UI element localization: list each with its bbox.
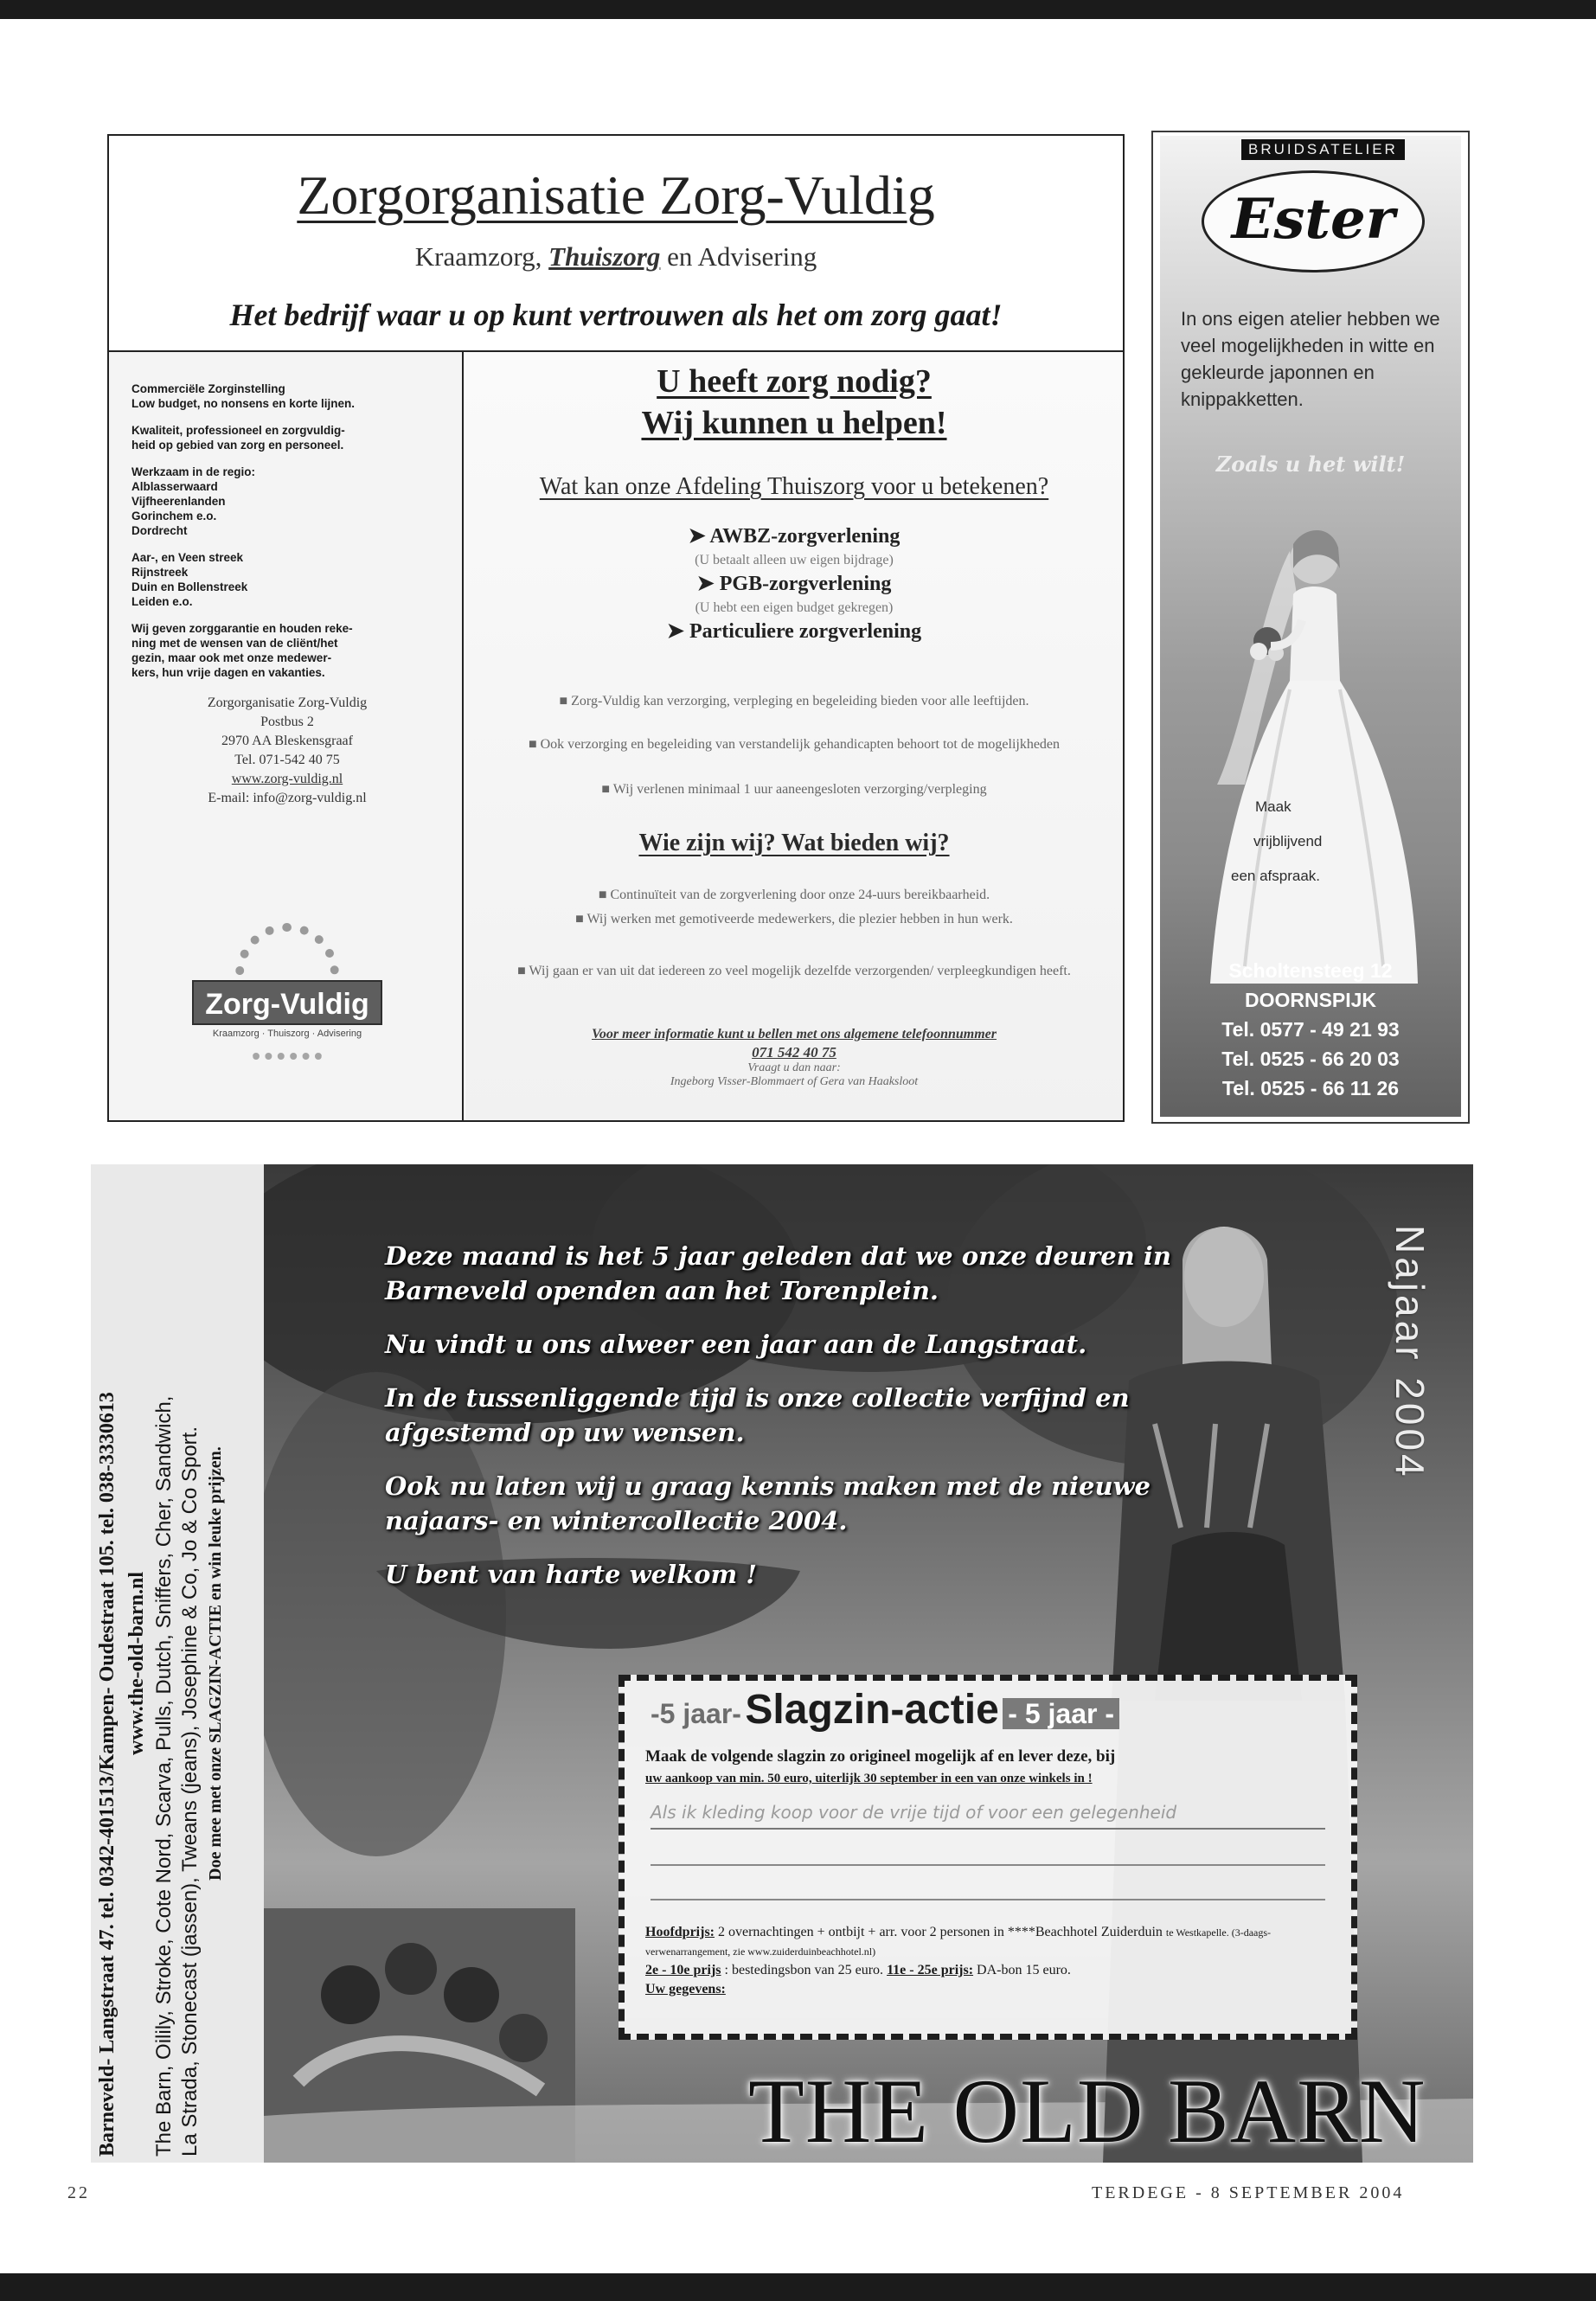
old-barn-brands-1: The Barn, Oilily, Stroke, Cote Nord, Scarva, Pulls, Dutch, Sniffers, Cher, Sandwich, xyxy=(152,1395,176,2157)
zorg-bullet: ■ Wij gaan er van uit dat iedereen zo veel mogelijk dezelfde verzorgenden/ verpleegkundigen heeft. xyxy=(517,964,1071,978)
zorg-services xyxy=(465,523,1123,645)
zorg-address-city: 2970 AA Bleskensgraaf xyxy=(221,734,353,748)
old-barn-ad xyxy=(91,1164,1473,2163)
magazine-footer: TERDEGE - 8 SEPTEMBER 2004 xyxy=(1092,2183,1405,2202)
slogan-input[interactable]: Als ik kleding koop voor de vrije tijd of voor een gelegenheid xyxy=(651,1802,1325,1830)
zorg-info-names: Ingeborg Visser-Blommaert of Gera van Haaksloot xyxy=(670,1075,919,1088)
old-barn-sidebar-text xyxy=(93,1170,262,2157)
old-barn-story-para: In de tussenliggende tijd is onze collectie verfijnd en afgestemd op uw wensen. xyxy=(385,1383,1130,1447)
page-number: 22 xyxy=(67,2183,90,2202)
ester-intro: In ons eigen atelier hebben we veel mogelijkheden in witte en gekleurde japonnen en knippakketten. xyxy=(1181,308,1440,410)
zorg-address-name: Zorgorganisatie Zorg-Vuldig xyxy=(207,695,368,710)
prize-main xyxy=(645,1923,1346,1961)
zorg-subtitle-pre: Kraamzorg, xyxy=(414,241,549,272)
zorg-headline xyxy=(465,361,1123,444)
zorg-website-link[interactable]: www.zorg-vuldig.nl xyxy=(231,772,343,786)
zorg-ad-header xyxy=(109,136,1123,352)
zorg-logo-tagline: Kraamzorg · Thuiszorg · Advisering xyxy=(212,1029,362,1039)
zorg-service-name: AWBZ-zorgverlening xyxy=(709,525,901,548)
coupon-intro-2: uw aankoop van min. 50 euro, uiterlijk 30 september in een van onze winkels in ! xyxy=(645,1772,1093,1785)
zorg-service-note: (U hebt een eigen budget gekregen) xyxy=(695,600,894,615)
ester-logo: Ester xyxy=(1202,170,1425,272)
zorg-slogan: Het bedrijf waar u op kunt vertrouwen als het om zorg gaat! xyxy=(229,298,1003,332)
zorg-info-ask: Vraagt u dan naar: xyxy=(747,1061,841,1074)
zorg-headline-1: U heeft zorg nodig? xyxy=(657,363,932,400)
ester-maak xyxy=(1231,790,1428,894)
prize-main-note: te Westkapelle. (3-daags-verwenarrangement, zie www.zuiderduinbeachhotel.nl) xyxy=(645,1926,1272,1958)
zorg-email[interactable]: E-mail: info@zorg-vuldig.nl xyxy=(208,791,367,805)
coupon-gegevens-label: Uw gegevens: xyxy=(645,1982,726,1997)
ester-tel: Tel. 0525 - 66 20 03 xyxy=(1221,1048,1400,1070)
zorg-vuldig-ad xyxy=(107,134,1125,1122)
zorg-bullet: ■ Ook verzorging en begeleiding van verstandelijk gehandicapten behoort tot de mogelijkheden xyxy=(528,737,1061,752)
old-barn-contest-note: Doe mee met onze SLAGZIN-ACTIE en win leuke prijzen. xyxy=(206,1446,225,1881)
ester-street: Scholtensteeg 12 xyxy=(1228,959,1393,982)
zorg-vuldig-logo xyxy=(192,923,382,1096)
zorg-info-line: Voor meer informatie kunt u bellen met ons algemene telefoonnummer xyxy=(591,1027,997,1042)
prize-2-text: : bestedingsbon van 25 euro. xyxy=(724,1963,884,1977)
zorg-bullet-text: Wij werken met gemotiveerde medewerkers, die plezier hebben in hun werk. xyxy=(586,912,1013,926)
coupon-intro-1: Maak de volgende slagzin zo origineel mogelijk af en lever deze, bij xyxy=(645,1747,1116,1766)
zorg-service-note: (U betaalt alleen uw eigen bijdrage) xyxy=(695,553,894,567)
zorg-left-paragraph: Kwaliteit, professioneel en zorgvuldig- heid op gebied van zorg en personeel. xyxy=(131,424,345,452)
zorg-bullet: ■ Wij verlenen minimaal 1 uur aaneengesloten verzorging/verpleging xyxy=(601,782,987,797)
zorg-left-paragraph: Aar-, en Veen streek Rijnstreek Duin en Bollenstreek Leiden e.o. xyxy=(131,551,248,608)
zorg-address xyxy=(131,694,443,808)
zorg-address-street: Postbus 2 xyxy=(260,715,314,729)
zorg-left-column xyxy=(109,352,464,1120)
zorg-subtitle-post: en Advisering xyxy=(660,241,817,272)
prize-main-label: Hoofdprijs: xyxy=(645,1925,715,1939)
zorg-question xyxy=(465,473,1123,501)
zorg-right-column xyxy=(465,352,1123,1120)
old-barn-logo: THE OLD BARN xyxy=(748,2061,1426,2162)
ester-ad xyxy=(1151,131,1470,1124)
old-barn-story-para: Nu vindt u ons alweer een jaar aan de Langstraat. xyxy=(385,1330,1087,1359)
slagzin-actie-coupon xyxy=(619,1675,1357,2040)
zorg-left-paragraph: Werkzaam in de regio: Alblasserwaard Vijfheerenlanden Gorinchem e.o. Dordrecht xyxy=(131,465,256,537)
zorg-subtitle-em: Thuiszorg xyxy=(548,241,661,272)
prize-main-text: 2 overnachtingen + ontbijt + arr. voor 2 personen in ****Beachhotel Zuiderduin xyxy=(718,1925,1163,1939)
ester-town: DOORNSPIJK xyxy=(1244,989,1377,1011)
slogan-line-3[interactable] xyxy=(651,1899,1325,1900)
zorg-who-heading-text: Wie zijn wij? Wat bieden wij? xyxy=(638,830,950,856)
ester-address xyxy=(1160,956,1461,1103)
ester-maak-2: vrijblijvend xyxy=(1253,833,1323,849)
prize-3-label: 11e - 25e prijs: xyxy=(887,1963,974,1977)
zorg-service-item: ➤ AWBZ-zorgverlening xyxy=(688,525,901,548)
coupon-heading xyxy=(651,1686,1119,1734)
zorg-bullet-text: Wij verlenen minimaal 1 uur aaneengesloten verzorging/verpleging xyxy=(612,782,987,797)
prize-2-label: 2e - 10e prijs xyxy=(645,1963,721,1977)
bride-image xyxy=(1210,499,1418,984)
prize-secondary xyxy=(645,1961,1346,1980)
old-barn-season: Najaar 2004 xyxy=(1388,1225,1433,1480)
zorg-bullet-text: Ook verzorging en begeleiding van verstandelijk gehandicapten behoort tot de mogelijkheden xyxy=(540,737,1061,752)
zorg-info-tel: 071 542 40 75 xyxy=(752,1044,836,1061)
ester-tel: Tel. 0525 - 66 11 26 xyxy=(1221,1077,1400,1099)
ester-maak-3: een afspraak. xyxy=(1231,868,1321,884)
zorg-left-paragraph: Wij geven zorggarantie en houden reke- ning met de wensen van de cliënt/het gezin, maar ook met onze medewer- kers, hun vrije dagen en vakanties. xyxy=(131,622,353,679)
zorg-service-item: ➤ Particuliere zorgverlening xyxy=(666,620,922,643)
prize-3-text: DA-bon 15 euro. xyxy=(977,1963,1071,1977)
zorg-service-name: PGB-zorgverlening xyxy=(719,573,892,595)
coupon-gegevens[interactable] xyxy=(645,1980,1346,1999)
zorg-bullet: ■ Continuïteit van de zorgverlening door onze 24-uurs bereikbaarheid. xyxy=(598,888,990,902)
zorg-address-tel: Tel. 071-542 40 75 xyxy=(234,753,340,767)
old-barn-story-para: U bent van harte welkom ! xyxy=(385,1560,757,1589)
bottom-rule xyxy=(0,2273,1596,2301)
zorg-contact-info xyxy=(465,1027,1123,1089)
zorg-bullet-text: Continuïteit van de zorgverlening door onze 24-uurs bereikbaarheid. xyxy=(610,888,990,902)
coupon-head-2: Slagzin-actie xyxy=(745,1687,999,1733)
ester-tag: BRUIDSATELIER xyxy=(1241,139,1405,160)
sun-icon xyxy=(235,923,339,975)
coupon-prizes xyxy=(645,1923,1346,1999)
top-rule xyxy=(0,0,1596,19)
zorg-headline-2: Wij kunnen u helpen! xyxy=(641,405,947,441)
zorg-service-name: Particuliere zorgverlening xyxy=(689,620,922,643)
coupon-head-3: - 5 jaar - xyxy=(1003,1698,1119,1729)
old-barn-website[interactable]: www.the-old-barn.nl xyxy=(125,1571,148,1756)
ester-maak-1: Maak xyxy=(1255,798,1292,815)
ester-panel xyxy=(1160,136,1461,1117)
zorg-logo-word: Zorg-Vuldig xyxy=(192,980,382,1025)
old-barn-story xyxy=(385,1239,1233,1611)
sun-rays-icon xyxy=(253,1053,322,1087)
zorg-left-paragraph: Commerciële Zorginstelling Low budget, no nonsens en korte lijnen. xyxy=(131,382,356,410)
coupon-head-1: -5 jaar- xyxy=(651,1698,741,1729)
zorg-question-text: Wat kan onze Afdeling Thuiszorg voor u betekenen? xyxy=(539,473,1049,500)
old-barn-sidebar xyxy=(91,1164,264,2163)
old-barn-story-para: Deze maand is het 5 jaar geleden dat we onze deuren in Barneveld openden aan het Torenplein. xyxy=(385,1241,1171,1305)
zorg-bullet-text: Wij gaan er van uit dat iedereen zo veel mogelijk dezelfde verzorgenden/ verpleegkundigen heeft. xyxy=(529,964,1071,978)
ester-script: Zoals u het wilt! xyxy=(1215,452,1406,477)
zorg-service-item: ➤ PGB-zorgverlening xyxy=(696,573,892,595)
old-barn-brands-2: La Strada, Stonecast (jassen), Tweans (jeans), Josephine & Co, Jo & Co Sport. xyxy=(178,1426,202,2157)
slogan-line-2[interactable] xyxy=(651,1864,1325,1866)
old-barn-addresses: Barneveld- Langstraat 47. tel. 0342-401513/Kampen- Oudestraat 105. tel. 038-3330613 xyxy=(96,1392,119,2157)
zorg-who-heading xyxy=(465,830,1123,857)
zorg-bullet-text: Zorg-Vuldig kan verzorging, verpleging en begeleiding bieden voor alle leeftijden. xyxy=(571,694,1029,708)
old-barn-story-para: Ook nu laten wij u graag kennis maken met de nieuwe najaars- en wintercollectie 2004. xyxy=(385,1471,1151,1535)
ester-tel: Tel. 0577 - 49 21 93 xyxy=(1221,1018,1400,1041)
zorg-subtitle xyxy=(109,241,1123,272)
zorg-bullet: ■ Zorg-Vuldig kan verzorging, verpleging en begeleiding bieden voor alle leeftijden. xyxy=(559,694,1029,708)
zorg-bullet: ■ Wij werken met gemotiveerde medewerkers, die plezier hebben in hun werk. xyxy=(575,912,1013,926)
coupon-intro xyxy=(645,1747,1337,1789)
zorg-title: Zorgorganisatie Zorg-Vuldig xyxy=(297,164,935,226)
